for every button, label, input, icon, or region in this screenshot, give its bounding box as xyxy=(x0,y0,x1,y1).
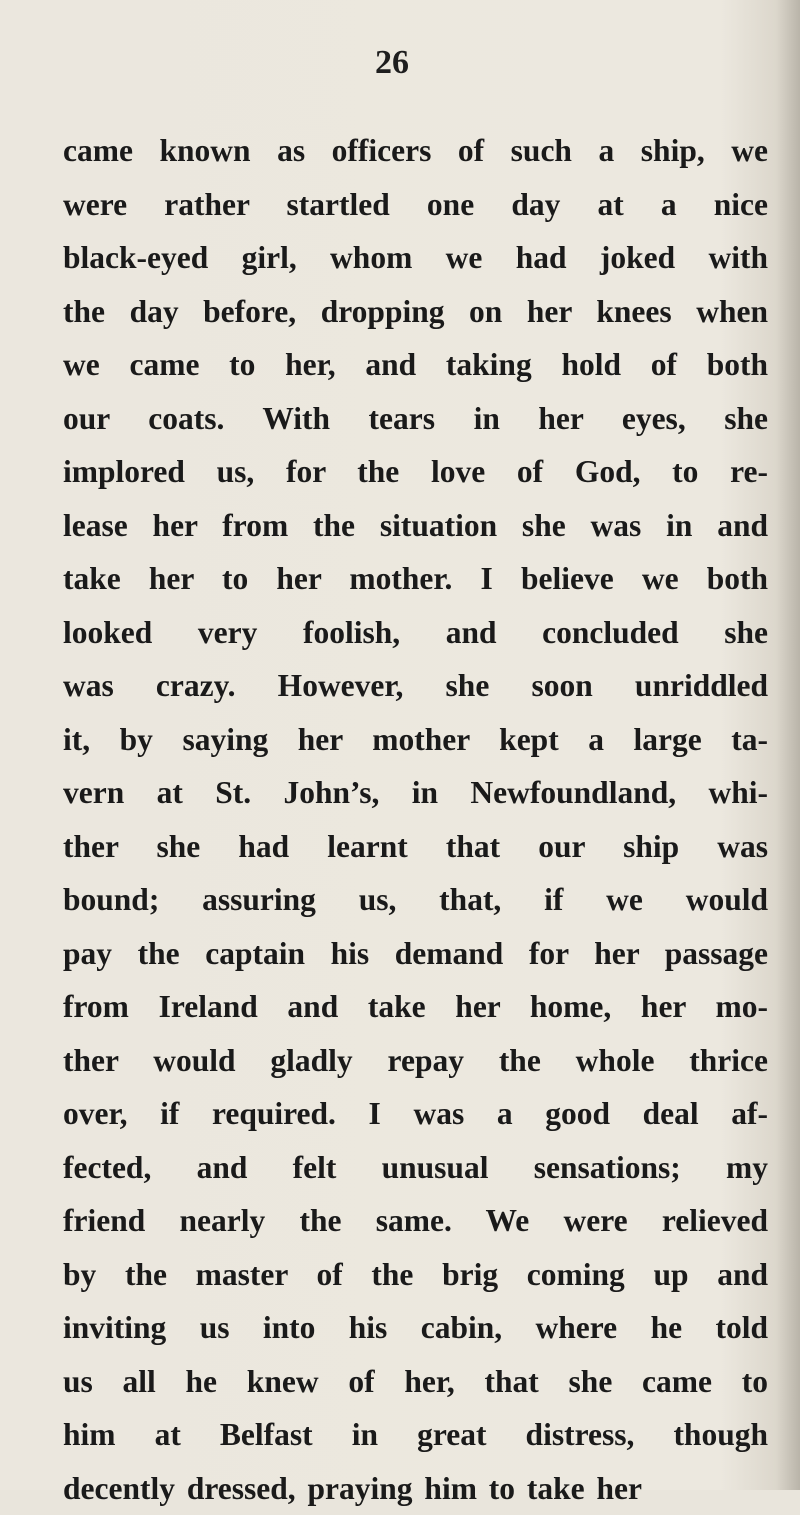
text-line: decently dressed, praying him to take her xyxy=(63,1462,768,1515)
text-line: take her to her mother. I believe we both xyxy=(63,552,768,606)
text-line: from Ireland and take her home, her mo- xyxy=(63,980,768,1034)
text-line: looked very foolish, and concluded she xyxy=(63,606,768,660)
text-line: was crazy. However, she soon unriddled xyxy=(63,659,768,713)
body-text xyxy=(63,124,768,1515)
text-line: came known as officers of such a ship, we xyxy=(63,124,768,178)
text-line: friend nearly the same. We were relieved xyxy=(63,1194,768,1248)
text-line: by the master of the brig coming up and xyxy=(63,1248,768,1302)
text-line: lease her from the situation she was in and xyxy=(63,499,768,553)
page-number: 26 xyxy=(362,46,422,80)
text-line: we came to her, and taking hold of both xyxy=(63,338,768,392)
text-line: our coats. With tears in her eyes, she xyxy=(63,392,768,446)
text-line: implored us, for the love of God, to re- xyxy=(63,445,768,499)
text-line: the day before, dropping on her knees when xyxy=(63,285,768,339)
text-line: ther would gladly repay the whole thrice xyxy=(63,1034,768,1088)
text-line: fected, and felt unusual sensations; my xyxy=(63,1141,768,1195)
text-line: ther she had learnt that our ship was xyxy=(63,820,768,874)
text-line: us all he knew of her, that she came to xyxy=(63,1355,768,1409)
text-line: vern at St. John’s, in Newfoundland, whi- xyxy=(63,766,768,820)
text-line: were rather startled one day at a nice xyxy=(63,178,768,232)
text-line: it, by saying her mother kept a large ta- xyxy=(63,713,768,767)
text-line: black-eyed girl, whom we had joked with xyxy=(63,231,768,285)
text-line: him at Belfast in great distress, though xyxy=(63,1408,768,1462)
text-line: pay the captain his demand for her passage xyxy=(63,927,768,981)
text-line: over, if required. I was a good deal af- xyxy=(63,1087,768,1141)
text-line: inviting us into his cabin, where he told xyxy=(63,1301,768,1355)
text-line: bound; assuring us, that, if we would xyxy=(63,873,768,927)
